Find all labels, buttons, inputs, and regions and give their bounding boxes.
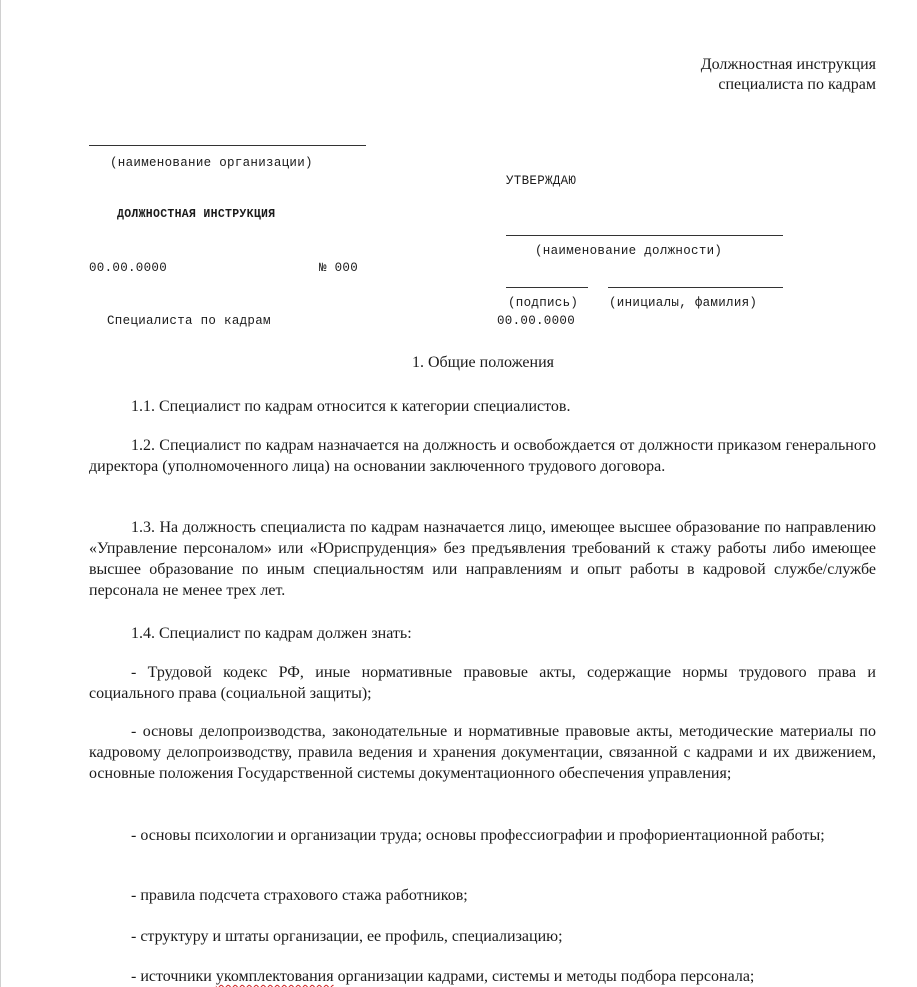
paragraph-1-4: 1.4. Специалист по кадрам должен знать: (131, 625, 412, 642)
page-edge (0, 0, 1, 987)
document-date: 00.00.0000 (89, 261, 168, 275)
approver-position-line (506, 235, 783, 236)
knowledge-item-1: - Трудовой кодекс РФ, иные нормативные правовые акты, содержащие нормы трудового права и социального права (социальной защиты); (89, 664, 876, 702)
paragraph-1-1: 1.1. Специалист по кадрам относится к категории специалистов. (131, 398, 571, 415)
approver-position-caption: (наименование должности) (535, 244, 723, 258)
section-title: 1. Общие положения (411, 354, 555, 371)
document-position: Специалиста по кадрам (107, 314, 271, 328)
document-title: ДОЛЖНОСТНАЯ ИНСТРУКЦИЯ (117, 208, 276, 221)
knowledge-item-6-start: - источники (131, 968, 216, 985)
document-header (476, 55, 876, 95)
knowledge-item-2: - основы делопроизводства, законодательные и нормативные правовые акты, методические материалы по кадровому делопроизводству, правила ведения и хранения документации, связанной с кадрами и их движением, основные положения Государственной системы документационного обеспечения управления; (89, 723, 876, 782)
name-line (608, 287, 783, 288)
approval-date: 00.00.0000 (497, 314, 576, 328)
organization-name-line (89, 145, 366, 146)
header-line-2: специалиста по кадрам (718, 76, 876, 93)
knowledge-item-6 (89, 966, 876, 987)
knowledge-item-5: - структуру и штаты организации, ее профиль, специализацию; (131, 928, 563, 945)
document-number: № 000 (319, 261, 359, 275)
paragraph-1-2: 1.2. Специалист по кадрам назначается на должность и освобождается от должности приказом генерального директора (уполномоченного лица) на основании заключенного трудового договора. (89, 437, 876, 475)
approve-label: УТВЕРЖДАЮ (506, 174, 577, 188)
spellcheck-word: укомплектования (215, 968, 334, 985)
knowledge-item-6-end: организации кадрами, системы и методы подбора персонала; (333, 968, 755, 985)
organization-caption: (наименование организации) (110, 156, 313, 170)
name-caption: (инициалы, фамилия) (609, 296, 758, 310)
signature-caption: (подпись) (508, 296, 579, 310)
knowledge-item-4: - правила подсчета страхового стажа работников; (131, 887, 468, 904)
signature-line (506, 287, 588, 288)
header-line-1: Должностная инструкция (700, 56, 876, 73)
paragraph-1-3: 1.3. На должность специалиста по кадрам назначается лицо, имеющее высшее образование по направлению «Управление персоналом» или «Юриспруденция» без предъявления требований к стажу работы либо имеющее высшее образование по иным специальностям или направлениям и опыт работы в кадровой службе/службе персонала не менее трех лет. (89, 519, 876, 599)
knowledge-item-3: - основы психологии и организации труда; основы профессиографии и профориентационной работы; (131, 827, 825, 844)
